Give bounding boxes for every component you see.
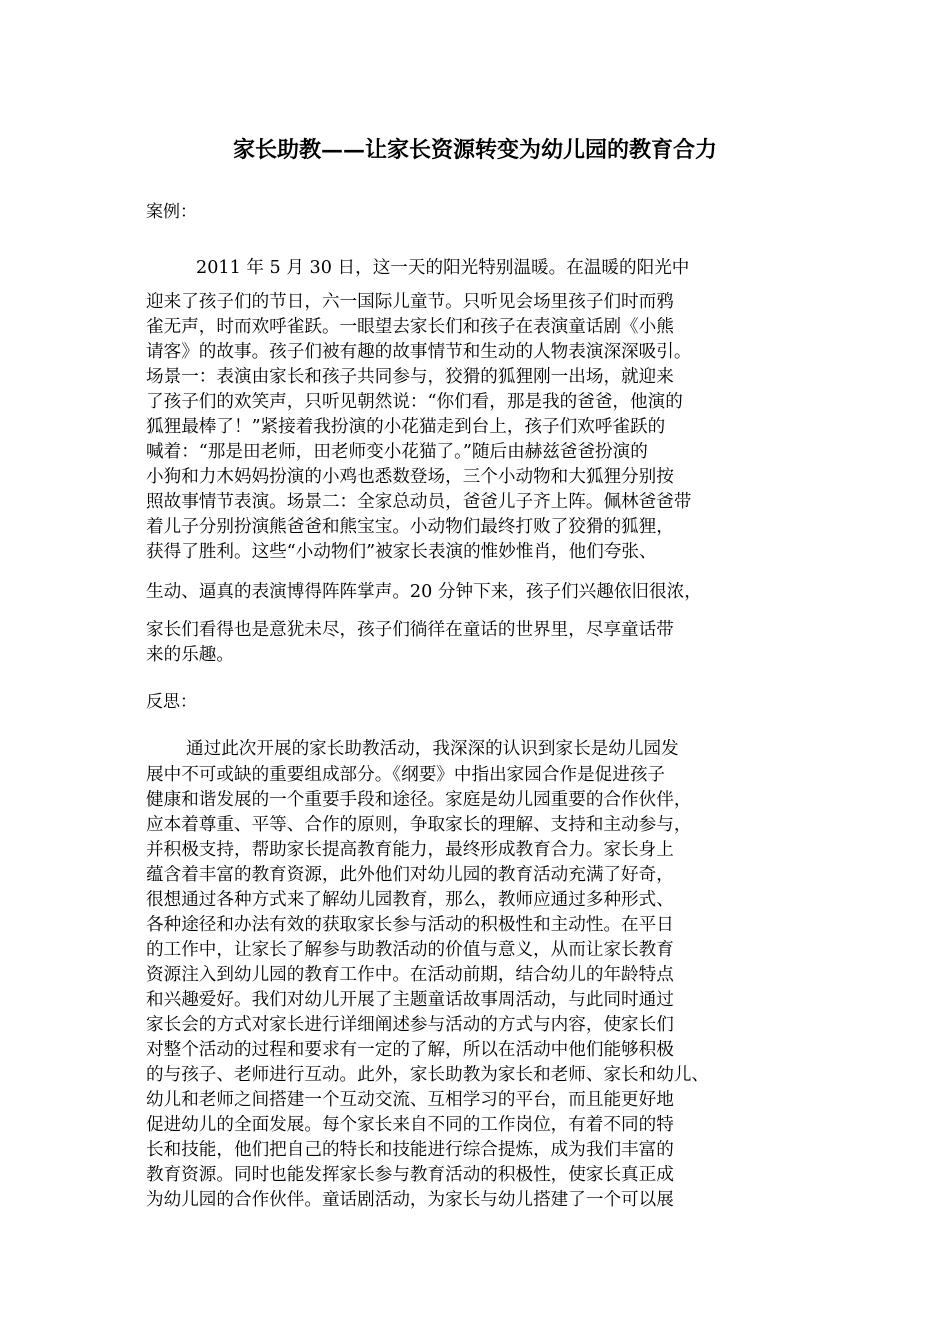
case-line: 了孩子们的欢笑声，只听见朝然说：“你们看，那是我的爸爸，他演的	[146, 392, 683, 412]
reflection-line: 促进幼儿的全面发展。每个家长来自不同的工作岗位，有着不同的特	[146, 1115, 674, 1135]
reflection-heading: 反思：	[146, 692, 197, 712]
reflection-line: 很想通过各种方式来了解幼儿园教育，那么，教师应通过多种形式、	[146, 890, 674, 910]
reflection-first-line: 通过此次开展的家长助教活动，我深深的认识到家长是幼儿园发	[186, 739, 679, 759]
case-line: 照故事情节表演。场景二：全家总动员，爸爸儿子齐上阵。佩林爸爸带	[146, 492, 692, 512]
reflection-line: 蕴含着丰富的教育资源，此外他们对幼儿园的教育活动充满了好奇，	[146, 865, 674, 885]
reflection-paragraph	[146, 763, 836, 1213]
case-line: 狐狸最棒了！”紧接着我扮演的小花猫走到台上，孩子们欢呼雀跃的	[146, 417, 666, 437]
reflection-line: 教育资源。同时也能发挥家长参与教育活动的积极性，使家长真正成	[146, 1165, 674, 1185]
case-heading: 案例：	[146, 202, 197, 222]
case-line: 迎来了孩子们的节日，六一国际儿童节。只听见会场里孩子们时而鸦	[146, 292, 674, 312]
document-title: 家长助教——让家长资源转变为幼儿园的教育合力	[232, 137, 717, 163]
case-line: 生动、逼真的表演博得阵阵掌声。20 分钟下来，孩子们兴趣依旧很浓，	[146, 582, 702, 602]
reflection-line: 长和技能，他们把自己的特长和技能进行综合提炼，成为我们丰富的	[146, 1140, 674, 1160]
case-line: 小狗和力木妈妈扮演的小鸡也悉数登场，三个小动物和大狐狸分别按	[146, 467, 674, 487]
case-line: 来的乐趣。	[146, 645, 234, 665]
reflection-line: 展中不可或缺的重要组成部分。《纲要》中指出家园合作是促进孩子	[146, 765, 666, 785]
reflection-line: 各种途径和办法有效的获取家长参与活动的积极性和主动性。在平日	[146, 915, 674, 935]
reflection-line: 家长会的方式对家长进行详细阐述参与活动的方式与内容，使家长们	[146, 1015, 674, 1035]
case-line: 获得了胜利。这些“小动物们”被家长表演的惟妙惟肖，他们夸张、	[146, 542, 657, 562]
reflection-line: 为幼儿园的合作伙伴。童话剧活动，为家长与幼儿搭建了一个可以展	[146, 1190, 674, 1210]
reflection-line: 资源注入到幼儿园的教育工作中。在活动前期，结合幼儿的年龄特点	[146, 965, 674, 985]
case-paragraph-end	[146, 618, 836, 668]
reflection-line: 和兴趣爱好。我们对幼儿开展了主题童话故事周活动，与此同时通过	[146, 990, 674, 1010]
reflection-line: 的工作中，让家长了解参与助教活动的价值与意义，从而让家长教育	[146, 940, 674, 960]
case-line: 喊着：“那是田老师，田老师变小花猫了。”随后由赫兹爸爸扮演的	[146, 442, 648, 462]
reflection-line: 健康和谐发展的一个重要手段和途径。家庭是幼儿园重要的合作伙伴，	[146, 790, 692, 810]
case-paragraph-continued	[146, 580, 836, 605]
reflection-line: 幼儿和老师之间搭建一个互动交流、互相学习的平台，而且能更好地	[146, 1090, 674, 1110]
case-line: 请客》的故事。孩子们被有趣的故事情节和生动的人物表演深深吸引。	[146, 342, 692, 362]
case-line: 雀无声，时而欢呼雀跃。一眼望去家长们和孩子在表演童话剧《小熊	[146, 317, 674, 337]
reflection-line: 的与孩子、老师进行互动。此外，家长助教为家长和老师、家长和幼儿、	[146, 1065, 710, 1085]
case-paragraph	[146, 290, 836, 565]
reflection-line: 对整个活动的过程和要求有一定的了解，所以在活动中他们能够积极	[146, 1040, 674, 1060]
case-line: 着儿子分别扮演熊爸爸和熊宝宝。小动物们最终打败了狡猾的狐狸，	[146, 517, 674, 537]
case-line: 场景一：表演由家长和孩子共同参与，狡猾的狐狸刚一出场，就迎来	[146, 367, 674, 387]
case-first-line: 2011 年 5 月 30 日，这一天的阳光特别温暖。在温暖的阳光中	[196, 258, 690, 278]
case-line: 家长们看得也是意犹未尽，孩子们徜徉在童话的世界里，尽享童话带	[146, 620, 674, 640]
reflection-line: 并积极支持，帮助家长提高教育能力，最终形成教育合力。家长身上	[146, 840, 674, 860]
reflection-line: 应本着尊重、平等、合作的原则，争取家长的理解、支持和主动参与，	[146, 815, 692, 835]
